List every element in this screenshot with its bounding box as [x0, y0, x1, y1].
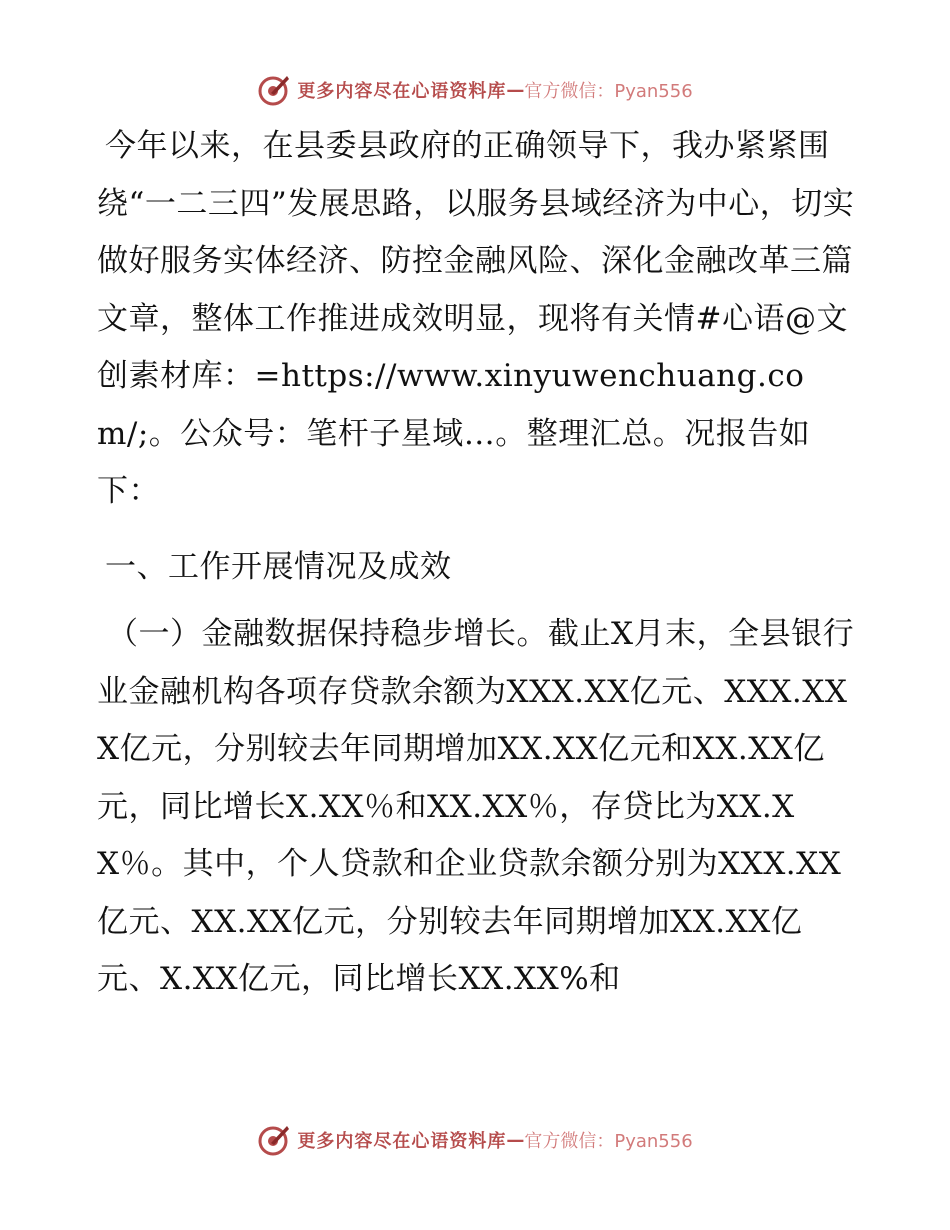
- section-heading: 一、工作开展情况及成效: [105, 548, 452, 585]
- quill-circle-logo-icon: [257, 73, 291, 107]
- watermark-separator: —: [506, 79, 525, 101]
- intro-paragraph: 今年以来，在县委县政府的正确领导下，我办紧紧围绕“一二三四”发展思路，以服务县域经济为中心，切实做好服务实体经济、防控金融风险、深化金融改革三篇文章，整体工作推进成效明显，现将有关情#心语@文创素材库：=https://www.xinyuwenchuang.com/;。公众号：笔杆子星域…。整理汇总。况报告如下：: [97, 128, 855, 509]
- watermark-separator: —: [506, 1129, 525, 1151]
- quill-circle-logo-icon: [257, 1123, 291, 1157]
- watermark-wechat: 官方微信：Pyan556: [524, 1131, 693, 1152]
- watermark-text: 更多内容尽在心语资料库: [297, 1131, 507, 1152]
- footer-watermark: [0, 1120, 950, 1160]
- watermark-wechat: 官方微信：Pyan556: [524, 81, 693, 102]
- subsection-paragraph: （一）金融数据保持稳步增长。截止X月末，全县银行业金融机构各项存贷款余额为XXX.XX亿元、XXX.XXX亿元，分别较去年同期增加XX.XX亿元和XX.XX亿元，同比增长X.XX％和XX.XX％，存贷比为XX.XX％。其中，个人贷款和企业贷款余额分别为XXX.XX亿元、XX.XX亿元，分别较去年同期增加XX.XX亿元、X.XX亿元，同比增长XX.XX%和: [97, 616, 855, 997]
- watermark-text: 更多内容尽在心语资料库: [297, 81, 507, 102]
- document-body: [97, 118, 857, 1009]
- header-watermark: [0, 70, 950, 110]
